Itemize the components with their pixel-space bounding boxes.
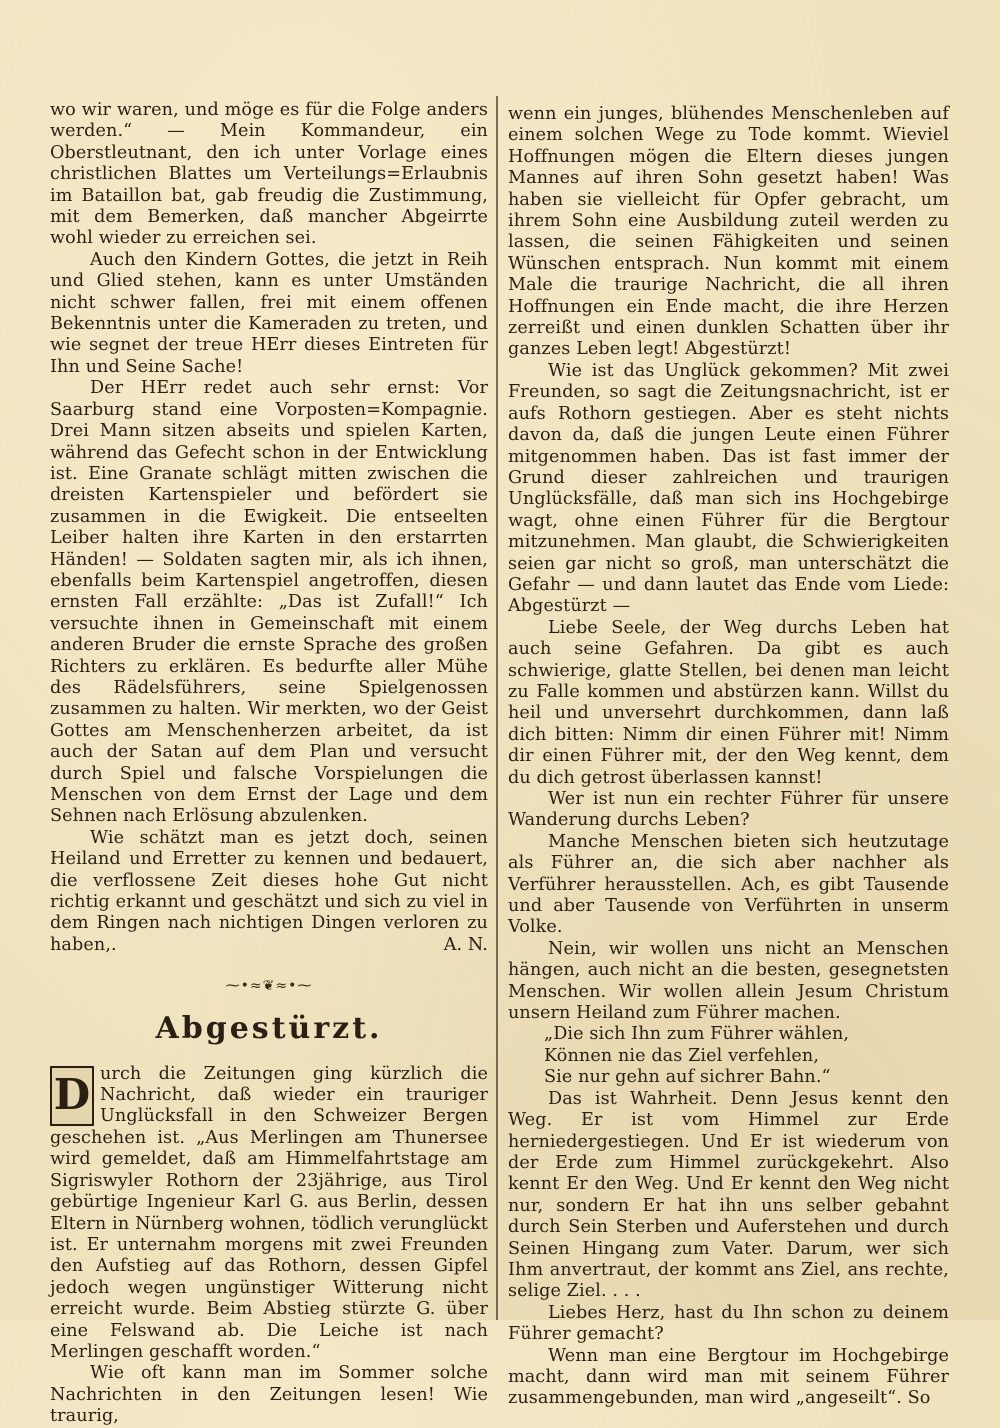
paragraph: wo wir waren, und möge es für die Folge anders werden.“ — Mein Kommandeur, ein Oberstleutnant, den ich unter Vorlage eines christlichen Blattes um Verteilungs=Erlaubnis im Bataillon bat, gab freudig die Zustimmung, mit dem Bemerken, daß mancher Abgeirrte wohl wieder zu erreichen sei. [50,100,488,249]
paragraph: Auch den Kindern Gottes, die jetzt in Reih und Glied stehen, kann es unter Umständen nicht schwer fallen, frei mit einem offenen Bekenntnis unter die Kameraden zu treten, und wie segnet der treue HErr dieses Eintreten für Ihn und Seine Sache! [50,249,488,377]
paragraph [50,828,488,956]
left-column [50,100,488,1428]
verse-line: „Die sich Ihn zum Führer wählen, [544,1024,850,1045]
paragraph: Wenn man eine Bergtour im Hochgebirge macht, dann wird man mit seinem Führer zusammengebunden, man wird „angeseilt“. So [508,1345,949,1409]
paragraph: wenn ein junges, blühendes Menschenleben auf einem solchen Wege zu Tode kommt. Wieviel Hoffnungen mögen die Eltern dieses jungen Mannes auf ihren Sohn gesetzt haben! Was haben sie vielleicht für Opfer gebracht, um ihrem Sohn eine Ausbildung zuteil werden zu lassen, die seinen Fähigkeiten und seinen Wünschen entsprach. Nun kommt mit einem Male die traurige Nachricht, die all ihren Hoffnungen ein Ende macht, die ihre Herzen zerreißt und einen dunklen Schatten über ihr ganzes Leben legt! Abgestürzt! [508,104,949,360]
paragraph: Der HErr redet auch sehr ernst: Vor Saarburg stand eine Vorposten=Kompagnie. Drei Mann sitzen abseits und spielen Karten, während das Gefecht schon in der Entwicklung ist. Eine Granate schlägt mitten zwischen die dreisten Kartenspieler und befördert sie zusammen in die Ewigkeit. Die entseelten Leiber halten ihre Karten in den erstarrten Händen! — Soldaten sagten mir, als ich ihnen, ebenfalls beim Kartenspiel angetroffen, diesen ernsten Fall erzählte: „Das ist Zufall!“ Ich versuchte ihnen in Gemeinschaft mit einem anderen Bruder die ernste Sprache des großen Richters zu erklären. Es bedurfte aller Mühe des Rädelsführers, seine Spielgenossen zusammen zu halten. Wir merkten, wo der Geist Gottes am Menschenherzen arbeitet, da ist auch der Satan auf dem Plan und versucht durch Spiel und falsche Vorspielungen die Menschen von dem Ernst der Lage und dem Sehnen nach Erlösung abzulenken. [50,378,488,827]
paragraph-text: Wie schätzt man es jetzt doch, seinen Heiland und Erretter zu kennen und bedauert, die verflossene Zeit dieses hohe Gut nicht richtig erkannt und geschätzt und sich zu viel in dem Ringen nach nichtigen Dingen verloren zu haben,. [50,827,488,955]
article-heading: Abgestürzt. [155,1010,383,1046]
paragraph: Wie ist das Unglück gekommen? Mit zwei Freunden, so sagt die Zeitungsnachricht, ist er aufs Rothorn gestiegen. Aber es steht nichts davon da, daß die jungen Leute einen Führer mitgenommen haben. Das ist fast immer der Grund dieser zahlreichen und traurigen Unglücksfälle, daß man sich ins Hochgebirge wagt, ohne einen Führer für die Bergtour mitzunehmen. Man glaubt, die Schwierigkeiten seien gar nicht so groß, man unterschätzt die Gefahr — und dann lautet das Ende vom Liede: Abgestürzt — [508,360,949,617]
verse-line: Sie nur gehn auf sichrer Bahn.“ [544,1067,831,1088]
paragraph: Liebes Herz, hast du Ihn schon zu deinem Führer gemacht? [508,1302,949,1345]
column-divider [496,96,498,1320]
paragraph: Liebe Seele, der Weg durchs Leben hat auch seine Gefahren. Da gibt es auch schwierige, glatte Stellen, bei denen man leicht zu Falle kommen und abstürzen kann. Willst du heil und unversehrt durchkommen, dann laß dich bitten: Nimm dir einen Führer mit! Nimm dir einen Führer mit, der den Weg kennt, dem du dich getrost überlassen kannst! [508,617,949,788]
verse-line: Können nie das Ziel verfehlen, [544,1045,820,1066]
paragraph: Nein, wir wollen uns nicht an Menschen hängen, auch nicht an die besten, gesegnetsten Menschen. Wir wollen allein Jesum Christum unsern Heiland zum Führer machen. [508,938,949,1024]
paragraph: Wie oft kann man im Sommer solche Nachrichten in den Zeitungen lesen! Wie traurig, [50,1363,488,1427]
paragraph: Das ist Wahrheit. Denn Jesus kennt den Weg. Er ist vom Himmel zur Erde herniedergestiegen. Und Er ist wiederum von der Erde zum Himmel zurückgekehrt. Also kennt Er den Weg. Und Er kennt den Weg nicht nur, sondern Er hat ihn uns selber gebahnt durch Sein Sterben und Auferstehen und durch Seinen Hingang zum Vater. Darum, wer sich Ihm anvertraut, der kommt ans Ziel, ans rechte, selige Ziel. . . . [508,1088,949,1302]
verse-quote [508,1024,949,1088]
right-column [508,104,949,1410]
ornament-divider: ⁓•≈❦≈•⁓ [225,978,313,995]
author-signature: A. N. [443,934,488,955]
drop-cap: D [50,1066,94,1126]
article-opening-paragraph [50,1064,488,1364]
paragraph-text: urch die Zeitungen ging kürzlich die Nachricht, daß wieder ein trauriger Unglücksfall in den Schweizer Bergen geschehen ist. „Aus Merlingen am Thunersee wird gemeldet, daß am Himmelfahrtstage am Sigriswyler Rothorn der 23jährige, aus Tirol gebürtige Ingenieur Karl G. aus Berlin, dessen Eltern in Nürnberg wohnen, tödlich verunglückt ist. Er unternahm morgens mit zwei Freunden den Aufstieg auf das Rothorn, dessen Gipfel jedoch wegen ungünstiger Witterung nicht erreicht wurde. Beim Abstieg stürzte G. über eine Felswand ab. Die Leiche ist nach Merlingen geschafft worden.“ [50,1063,488,1362]
paragraph: Manche Menschen bieten sich heutzutage als Führer an, die sich aber nachher als Verführer herausstellen. Ach, es gibt Tausende und aber Tausende von Verführten in unserm Volke. [508,831,949,938]
paragraph: Wer ist nun ein rechter Führer für unsere Wanderung durchs Leben? [508,789,949,831]
